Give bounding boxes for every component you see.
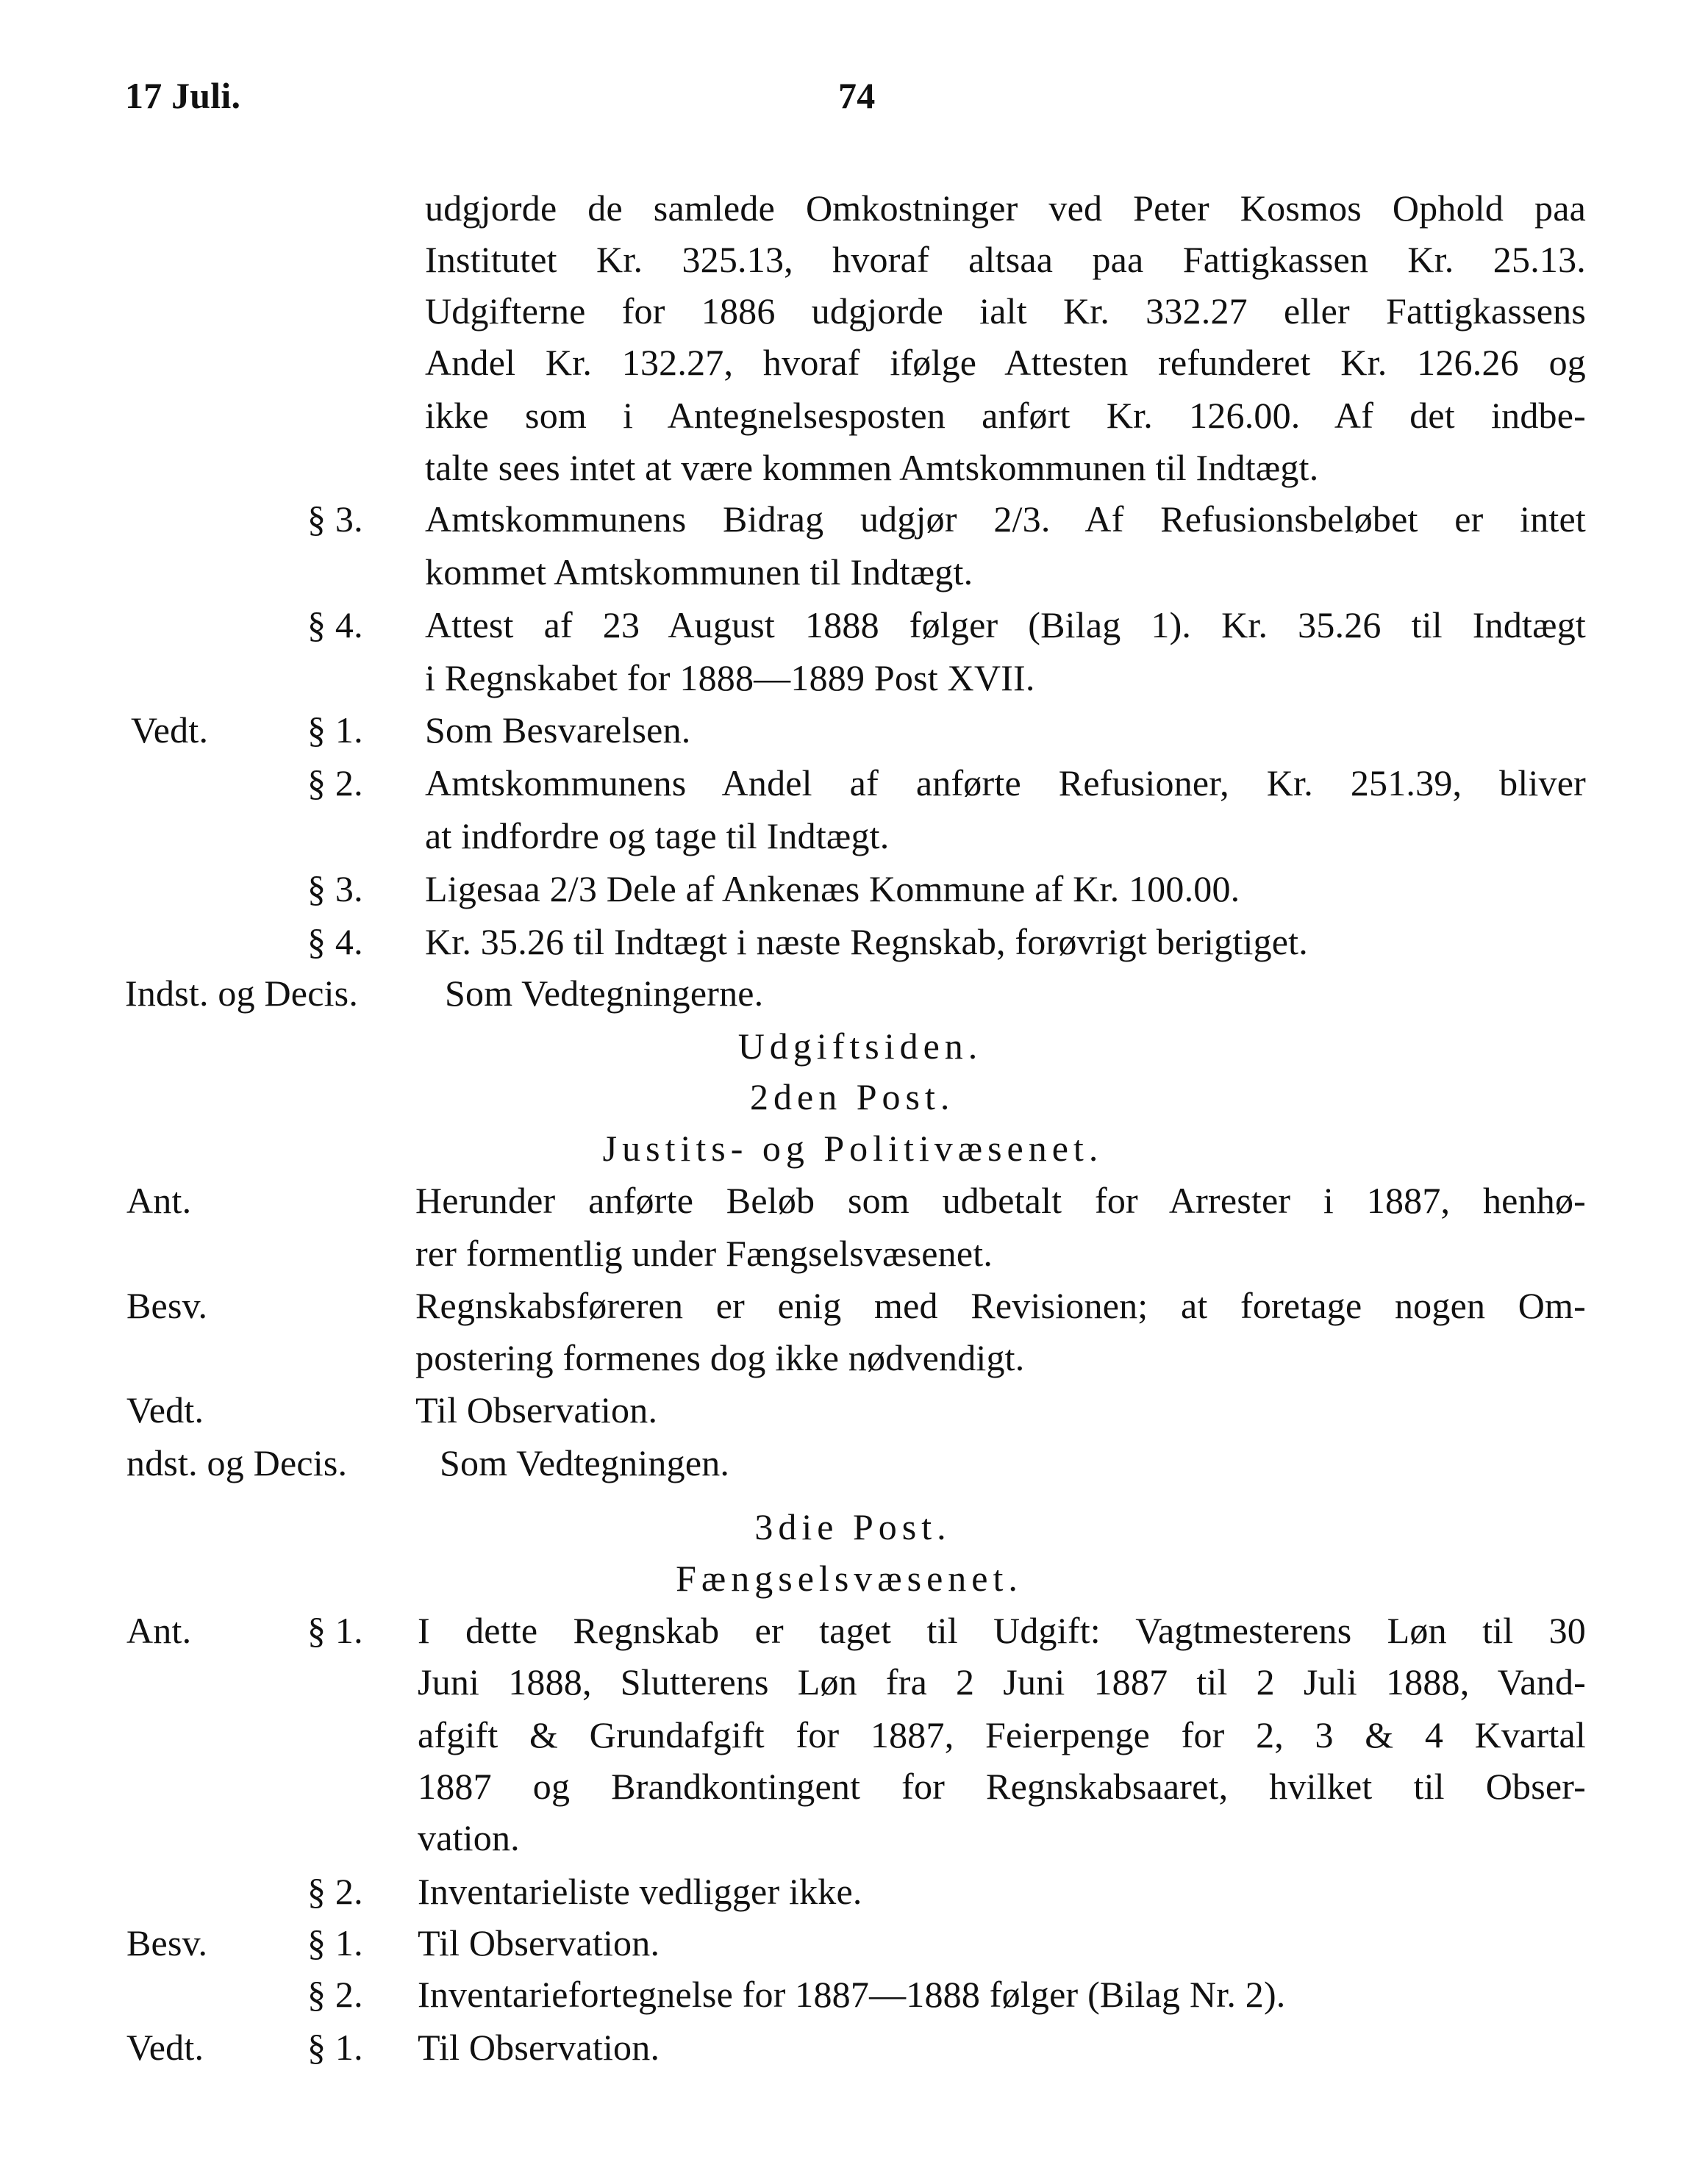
paragraph-mark: § 1. (307, 1610, 363, 1651)
page-number: 74 (838, 75, 876, 116)
section-heading: Fængselsvæsenet. (676, 1558, 1023, 1599)
text-line: rer formentlig under Fængselsvæsenet. (415, 1233, 993, 1274)
text-line: Som Vedtegningen. (440, 1442, 730, 1483)
text-line: Til Observation. (415, 1389, 658, 1431)
text-line: kommet Amtskommunen til Indtægt. (425, 551, 973, 592)
text-segment: Amtskommunens Bidrag udgjør (425, 498, 994, 540)
text-line: I dette Regnskab er taget til Udgift: Vagtmesterens Løn til 30 (418, 1610, 1586, 1651)
text-line: Inventariefortegnelse for 1887—1888 følger (Bilag Nr. 2). (418, 1974, 1286, 2015)
text-line: Til Observation. (418, 1922, 660, 1963)
margin-label: Indst. og Decis. (125, 973, 359, 1014)
margin-label: Vedt. (126, 2027, 204, 2068)
text-line: vation. (418, 1817, 520, 1858)
margin-label: ndst. og Decis. (126, 1442, 348, 1483)
subscript: 3 (1022, 498, 1041, 540)
text-line: Juni 1888, Slutterens Løn fra 2 Juni 1887 til 2 Juli 1888, Vand- (418, 1661, 1586, 1703)
text-line: talte sees intet at være kommen Amtskommunen til Indtægt. (425, 447, 1319, 488)
text-segment: Ligesaa (425, 868, 550, 909)
text-segment: Dele af Ankenæs Kommune af Kr. 100.00. (597, 868, 1240, 909)
section-heading: 3die Post. (754, 1506, 951, 1547)
section-heading: Justits- og Politivæsenet. (602, 1128, 1104, 1169)
text-segment: . Af Refusionsbeløbet er intet (1040, 498, 1586, 540)
text-line (425, 867, 1240, 911)
text-line: Herunder anførte Beløb som udbetalt for Arrester i 1887, henhø- (415, 1180, 1586, 1221)
section-heading: Udgiftsiden. (737, 1025, 983, 1067)
text-segment: ikke som i Antegne (425, 395, 793, 436)
paragraph-mark: § 1. (307, 709, 363, 751)
text-line: Amtskommunens Andel af anførte Refusioner, Kr. 251.39, bliver (425, 762, 1586, 803)
paragraph-mark: § 1. (307, 1922, 363, 1963)
paragraph-mark: § 3. (307, 498, 363, 540)
margin-label: Ant. (126, 1180, 192, 1221)
text-line: postering formenes dog ikke nødvendigt. (415, 1337, 1025, 1378)
fraction-slash: / (1012, 498, 1023, 540)
section-heading: 2den Post. (750, 1076, 955, 1117)
text-segment: sesposten anført Kr. 126.00. Af det indbe- (803, 395, 1586, 436)
text-line: Udgifterne for 1886 udgjorde ialt Kr. 332.27 eller Fattigkassens (425, 290, 1586, 332)
superscript: 2 (549, 868, 568, 909)
running-head-date: 17 Juli. (125, 75, 241, 116)
text-line: afgift & Grundafgift for 1887, Feierpenge for 2, 3 & 4 Kvartal (418, 1714, 1586, 1755)
text-line: Kr. 35.26 til Indtægt i næste Regnskab, forøvrigt berigtiget. (425, 921, 1308, 962)
paragraph-mark: § 3. (307, 868, 363, 909)
paragraph-mark: § 2. (307, 762, 363, 803)
text-line: udgjorde de samlede Omkostninger ved Peter Kosmos Ophold paa (425, 187, 1586, 229)
text-line: at indfordre og tage til Indtægt. (425, 815, 890, 856)
text-line: Som Vedtegningerne. (445, 973, 764, 1014)
text-line: Andel Kr. 132.27, hvoraf ifølge Attesten refunderet Kr. 126.26 og (425, 342, 1586, 383)
text-line: i Regnskabet for 1888—1889 Post XVII. (425, 657, 1035, 698)
text-line: Regnskabsføreren er enig med Revisionen; at foretage nogen Om- (415, 1285, 1586, 1326)
margin-label: Besv. (126, 1285, 208, 1326)
text-line: Inventarieliste vedligger ikke. (418, 1871, 862, 1912)
margin-label: Vedt. (126, 1389, 204, 1431)
text-line: Som Besvarelsen. (425, 709, 691, 751)
text-line (425, 497, 1586, 541)
paragraph-mark: § 2. (307, 1871, 363, 1912)
text-line: Til Observation. (418, 2027, 660, 2068)
text-line: Institutet Kr. 325.13, hvoraf altsaa paa Fattigkassen Kr. 25.13. (425, 239, 1586, 280)
margin-label: Besv. (126, 1922, 208, 1963)
superscript: 2 (993, 498, 1012, 540)
superscript: l (793, 395, 804, 436)
text-line (425, 393, 1586, 437)
margin-label: Vedt. (131, 709, 209, 751)
paragraph-mark: § 4. (307, 604, 363, 645)
paragraph-mark: § 1. (307, 2027, 363, 2068)
paragraph-mark: § 2. (307, 1974, 363, 2015)
fraction-slash: / (568, 868, 579, 909)
margin-label: Ant. (126, 1610, 192, 1651)
subscript: 3 (578, 868, 598, 909)
text-line: Attest af 23 August 1888 følger (Bilag 1). Kr. 35.26 til Indtægt (425, 604, 1586, 645)
paragraph-mark: § 4. (307, 921, 363, 962)
text-line: 1887 og Brandkontingent for Regnskabsaaret, hvilket til Obser- (418, 1766, 1586, 1807)
